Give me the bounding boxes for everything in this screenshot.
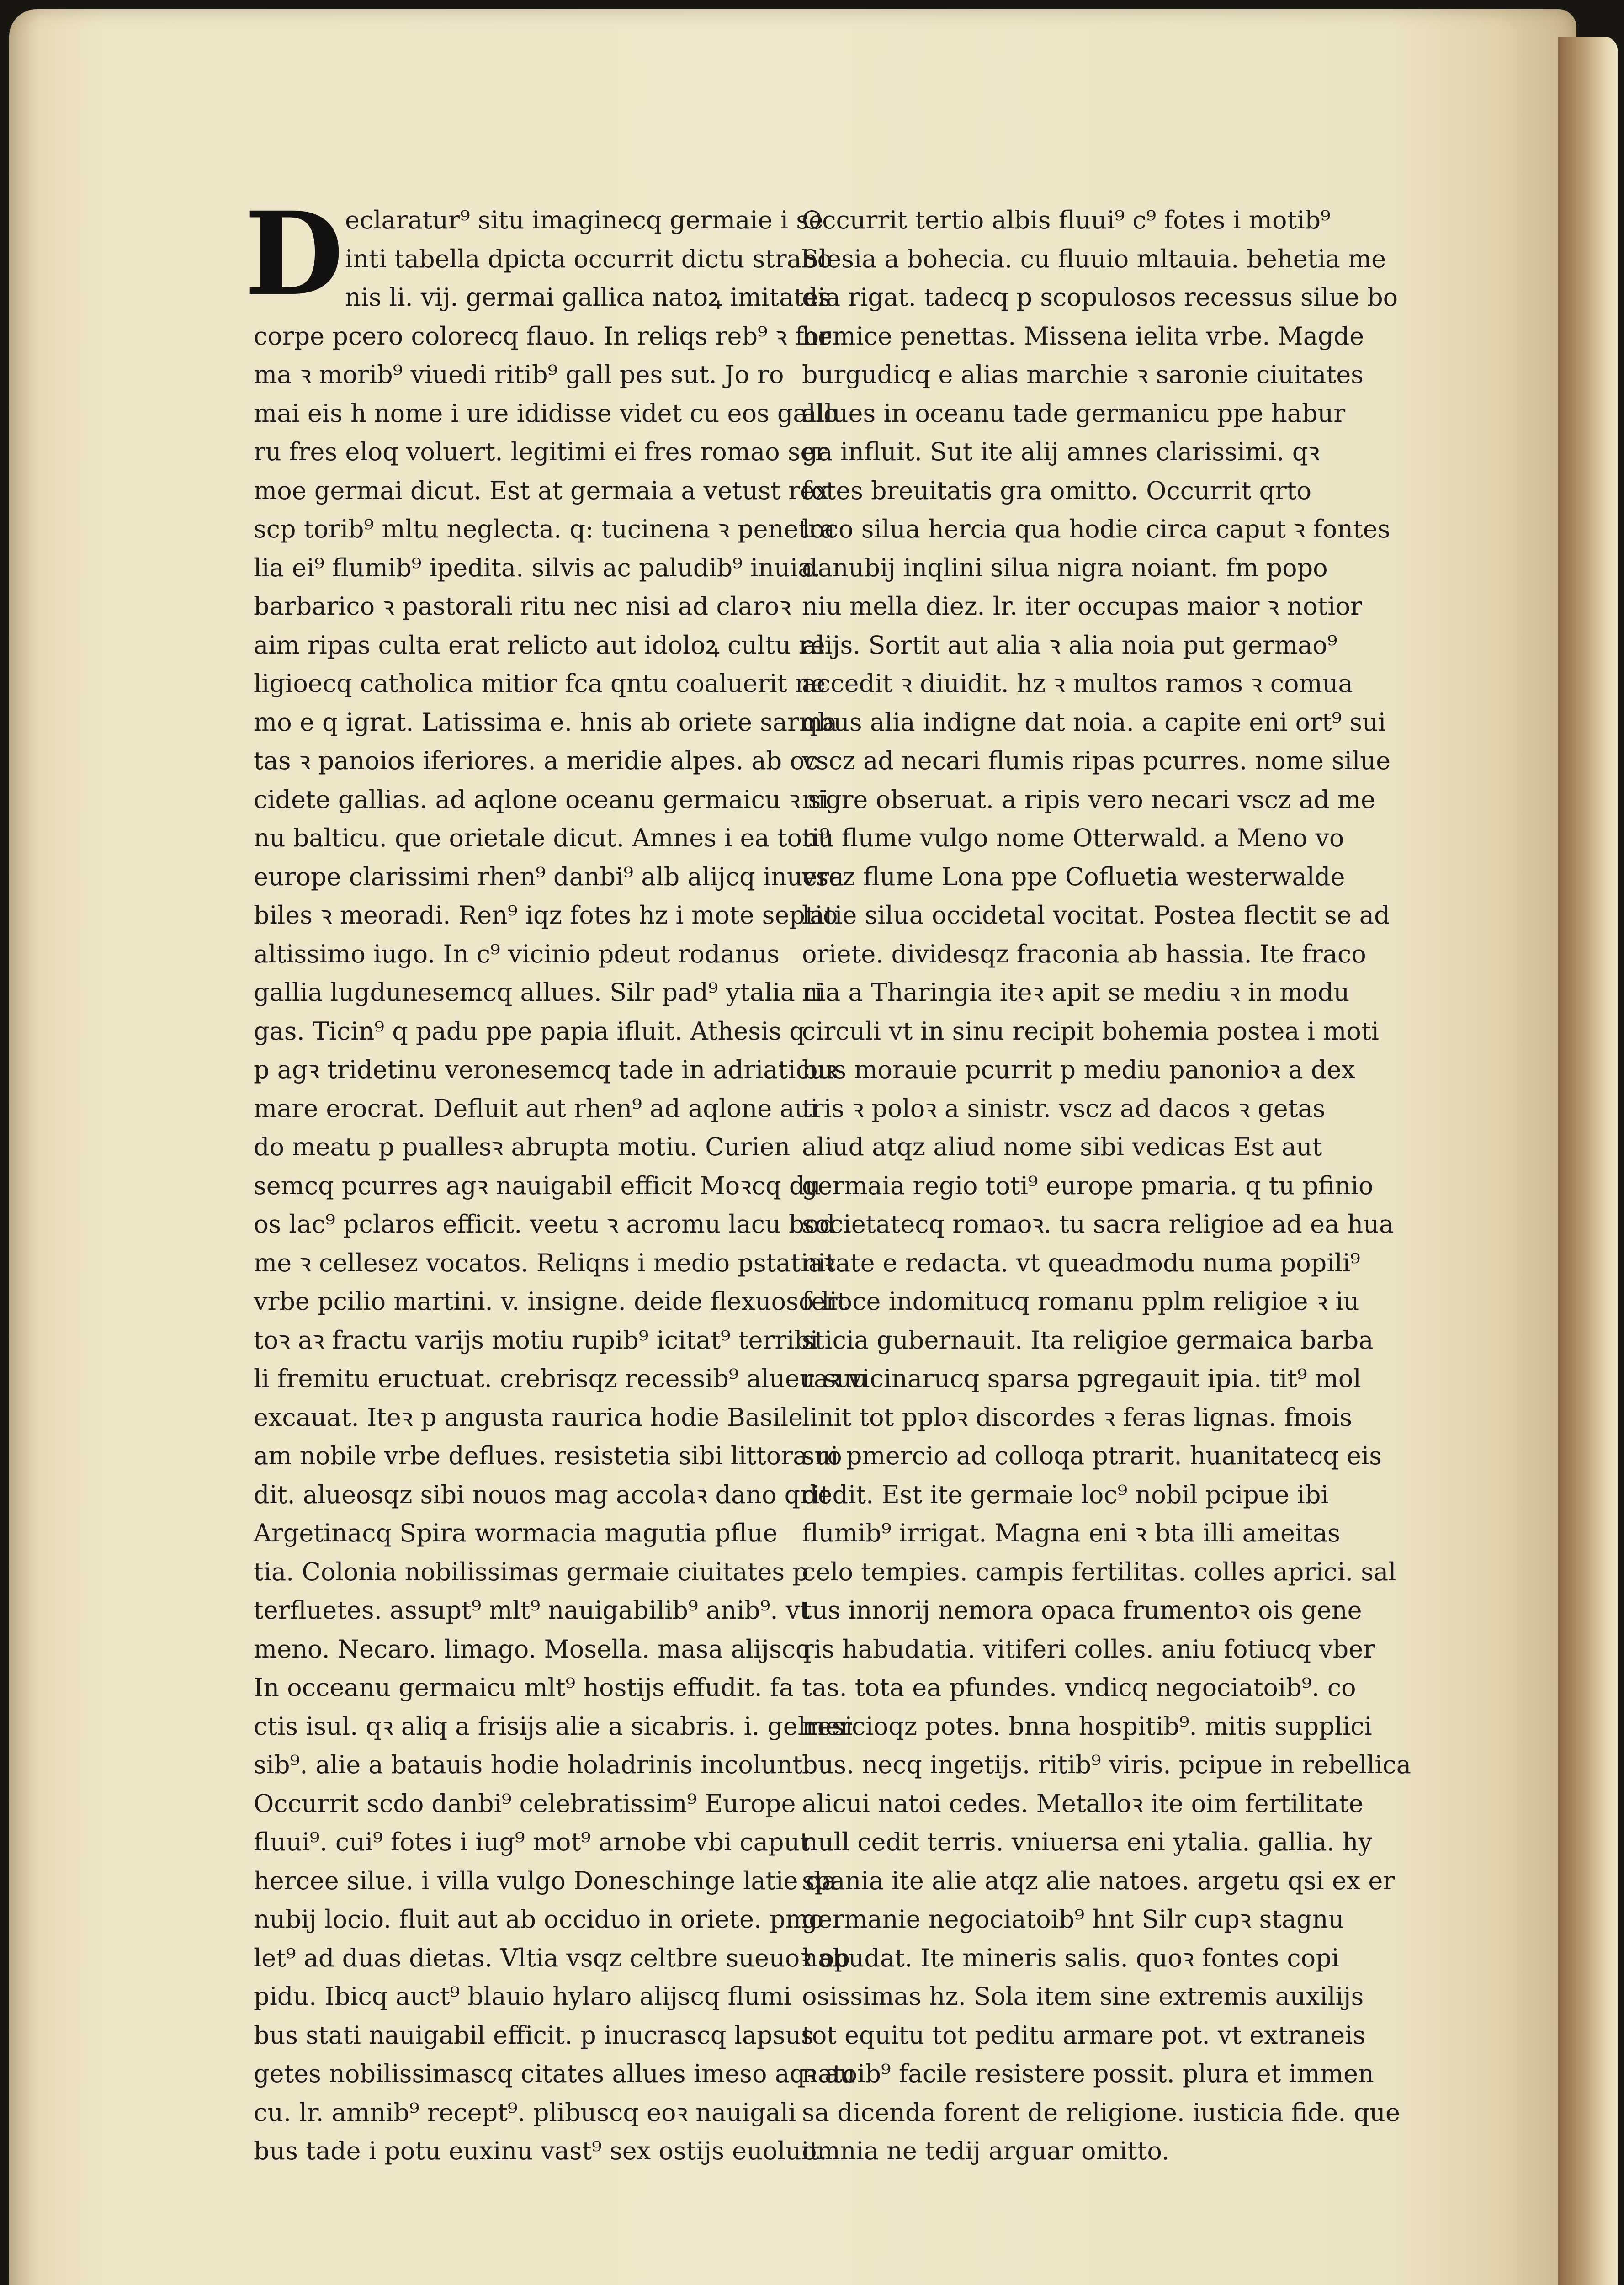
text-line: spania ite alie atqz alie natoes. argetu qsi ex er bbox=[802, 1866, 1395, 1895]
text-line: oriete. dividesqz fraconia ab hassia. Ite fraco bbox=[802, 939, 1366, 968]
text-line: dedit. Est ite germaie loc⁹ nobil pcipue ibi bbox=[802, 1480, 1329, 1509]
text-line: alicui natoi cedes. Metalloꝛ ite oim fertilitate bbox=[802, 1789, 1364, 1818]
decorated-initial: D bbox=[244, 186, 344, 321]
text-line: sui pmercio ad colloqa ptrarit. huanitatecq eis bbox=[802, 1441, 1382, 1470]
text-line: cu. lr. amnib⁹ recept⁹. plibuscq eoꝛ nauigali bbox=[254, 2098, 796, 2127]
text-line: dia rigat. tadecq p scopulosos recessus silue bo bbox=[802, 283, 1398, 312]
text-line: vscz ad necari flumis ripas pcurres. nome silue bbox=[802, 746, 1391, 775]
text-line: mercioqz potes. bnna hospitib⁹. mitis supplici bbox=[802, 1711, 1372, 1741]
text-line: bus stati nauigabil efficit. p inucrascq lapsus bbox=[254, 2020, 814, 2050]
text-line: corpe pcero colorecq flauo. In reliqs reb⁹ ꝛ for bbox=[254, 321, 831, 351]
text-line: barbarico ꝛ pastorali ritu nec nisi ad claroꝛ bbox=[254, 592, 791, 621]
text-line: me ꝛ cellesez vocatos. Reliqns i medio pstatiaꝛ bbox=[254, 1248, 835, 1277]
text-line: raꝛ vicinarucq sparsa pgregauit ipia. tit⁹ mol bbox=[802, 1364, 1361, 1393]
text-line: germanie negociatoib⁹ hnt Silr cupꝛ stagnu bbox=[802, 1905, 1344, 1934]
text-line: bus. necq ingetijs. ritib⁹ viris. pcipue in rebellica bbox=[802, 1750, 1412, 1779]
text-line: mo e q igrat. Latissima e. hnis ab oriete sarma bbox=[254, 707, 838, 737]
text-line: altissimo iugo. In c⁹ vicinio pdeut rodanus bbox=[254, 939, 780, 968]
text-line: ris habudatia. vitiferi colles. aniu fotiucq vber bbox=[802, 1634, 1375, 1663]
text-line: gas. Ticin⁹ q padu ppe papia ifluit. Athesis q bbox=[254, 1016, 805, 1046]
text-line: null cedit terris. vniuersa eni ytalia. gallia. hy bbox=[802, 1828, 1372, 1856]
text-line: europe clarissimi rhen⁹ danbi⁹ alb alijcq inuera bbox=[254, 862, 844, 891]
text-line: Argetinacq Spira wormacia magutia pflue bbox=[254, 1519, 778, 1547]
text-line: loco silua hercia qua hodie circa caput ꝛ fontes bbox=[802, 515, 1390, 543]
text-line: ru fres eloq voluert. legitimi ei fres romao ser bbox=[254, 437, 827, 466]
text-line: allues in oceanu tade germanicu ppe habur bbox=[802, 399, 1346, 428]
text-line: In occeanu germaicu mlt⁹ hostijs effudit. fa bbox=[254, 1673, 794, 1702]
text-line: societatecq romaoꝛ. tu sacra religioe ad ea hua bbox=[802, 1210, 1394, 1238]
text-line: vscz flume Lona ppe Cofluetia westerwalde bbox=[802, 862, 1345, 891]
text-line: biles ꝛ meoradi. Ren⁹ iqz fotes hz i mote septio bbox=[254, 901, 838, 930]
text-line: latie silua occidetal vocitat. Postea flectit se ad bbox=[802, 901, 1390, 930]
text-line: bus morauie pcurrit p mediu panonioꝛ a dex bbox=[802, 1055, 1355, 1084]
text-line: ligioecq catholica mitior fca qntu coaluerit ne bbox=[254, 669, 826, 698]
text-line: alijs. Sortit aut alia ꝛ alia noia put germao⁹ bbox=[802, 630, 1337, 659]
text-line: nis li. vij. germai gallica natoꝝ imitates bbox=[345, 283, 831, 312]
text-line: ga influit. Sut ite alij amnes clarissimi. qꝛ bbox=[802, 437, 1320, 466]
text-line: nigre obseruat. a ripis vero necari vscz ad me bbox=[802, 785, 1375, 814]
text-line: celo tempies. campis fertilitas. colles aprici. sal bbox=[802, 1557, 1396, 1586]
text-line: tas ꝛ panoios iferiores. a meridie alpes. ab oc bbox=[254, 746, 819, 775]
text-line: meno. Necaro. limago. Mosella. masa alijscq bbox=[254, 1634, 812, 1663]
text-line: omnia ne tedij arguar omitto. bbox=[802, 2136, 1170, 2165]
text-line: am nobile vrbe deflues. resistetia sibi littora ro bbox=[254, 1441, 842, 1470]
text-line: fotes breuitatis gra omitto. Occurrit qrto bbox=[802, 476, 1312, 505]
text-line: hercee silue. i villa vulgo Doneschinge latie da bbox=[254, 1866, 837, 1895]
text-line: flumib⁹ irrigat. Magna eni ꝛ bta illi ameitas bbox=[802, 1519, 1340, 1547]
text-line: sticia gubernauit. Ita religioe germaica barba bbox=[802, 1325, 1374, 1355]
text-line: getes nobilissimascq citates allues imeso aqꝛ au bbox=[254, 2059, 856, 2088]
text-line: ctis isul. qꝛ aliq a frisijs alie a sicabris. i. gelresi bbox=[254, 1711, 853, 1741]
text-line: tris ꝛ poloꝛ a sinistr. vscz ad dacos ꝛ getas bbox=[802, 1094, 1326, 1123]
text-line: gallia lugdunesemcq allues. Silr pad⁹ ytalia ri bbox=[254, 978, 823, 1007]
text-line: moe germai dicut. Est at germaia a vetust rex bbox=[254, 476, 829, 505]
text-line: aliud atqz aliud nome sibi vedicas Est aut bbox=[802, 1132, 1322, 1161]
text-line: tia. Colonia nobilissimas germaie ciuitates p bbox=[254, 1557, 808, 1586]
text-line: accedit ꝛ diuidit. hz ꝛ multos ramos ꝛ comua bbox=[802, 669, 1353, 698]
text-line: qbus alia indigne dat noia. a capite eni ort⁹ sui bbox=[802, 707, 1386, 737]
text-line: Slesia a bohecia. cu fluuio mltauia. behetia me bbox=[802, 244, 1386, 273]
text-line: do meatu p puallesꝛ abrupta motiu. Curien bbox=[254, 1132, 791, 1161]
text-line: lia ei⁹ flumib⁹ ipedita. silvis ac paludib⁹ inuia. bbox=[254, 553, 821, 582]
text-line: inti tabella dpicta occurrit dictu strabo bbox=[345, 244, 832, 273]
text-line: hemice penettas. Missena ielita vrbe. Magde bbox=[802, 321, 1364, 351]
text-line: danubij inqlini silua nigra noiant. fm popo bbox=[802, 553, 1328, 582]
text-line: habudat. Ite mineris salis. quoꝛ fontes copi bbox=[802, 1943, 1339, 1972]
text-line: osissimas hz. Sola item sine extremis auxilijs bbox=[802, 1982, 1364, 2011]
text-line: li fremitu eructuat. crebrisqz recessib⁹ alueu suu bbox=[254, 1364, 868, 1393]
text-line: toꝛ aꝛ fractu varijs motiu rupib⁹ icitat⁹ terribi bbox=[254, 1325, 818, 1355]
text-line: excauat. Iteꝛ p angusta raurica hodie Basile bbox=[254, 1403, 803, 1432]
text-line: mai eis h nome i ure ididisse videt cu eos gallo bbox=[254, 399, 839, 428]
text-line: tot equitu tot peditu armare pot. vt extraneis bbox=[802, 2020, 1366, 2050]
text-line: semcq pcurres agꝛ nauigabil efficit Moꝛcq du bbox=[254, 1171, 821, 1200]
text-line: burgudicq e alias marchie ꝛ saronie ciuitates bbox=[802, 360, 1364, 389]
text-line: let⁹ ad duas dietas. Vltia vsqz celtbre sueuoꝛ op bbox=[254, 1943, 850, 1972]
text-line: nubij locio. fluit aut ab occiduo in oriete. pmo bbox=[254, 1905, 824, 1934]
right-line-container bbox=[802, 201, 1412, 2171]
left-text-column bbox=[244, 186, 868, 2171]
text-line: mare erocrat. Defluit aut rhen⁹ ad aqlone aui bbox=[254, 1094, 818, 1123]
text-line: tas. tota ea pfundes. vndicq negociatoib⁹. co bbox=[802, 1673, 1356, 1702]
text-line: pidu. Ibicq auct⁹ blauio hylaro alijscq flumi bbox=[254, 1982, 791, 2011]
text-line: p agꝛ tridetinu veronesemcq tade in adriaticuꝛ bbox=[254, 1055, 838, 1084]
text-line: circuli vt in sinu recipit bohemia postea i moti bbox=[802, 1016, 1379, 1046]
page-gutter bbox=[1558, 37, 1618, 2285]
text-line: natoib⁹ facile resistere possit. plura et immen bbox=[802, 2059, 1374, 2088]
text-line: cidete gallias. ad aqlone oceanu germaicu ꝛ si bbox=[254, 785, 829, 814]
text-line: scp torib⁹ mltu neglecta. q: tucinena ꝛ penetra bbox=[254, 515, 835, 543]
text-line: nitate e redacta. vt queadmodu numa popili⁹ bbox=[802, 1248, 1360, 1277]
text-line: linit tot pploꝛ discordes ꝛ feras lignas. fmois bbox=[802, 1403, 1353, 1432]
left-line-container bbox=[254, 201, 868, 2171]
text-line: sib⁹. alie a batauis hodie holadrinis incolunt. bbox=[254, 1750, 811, 1779]
text-line: nu flume vulgo nome Otterwald. a Meno vo bbox=[802, 824, 1344, 852]
text-line: ma ꝛ morib⁹ viuedi ritib⁹ gall pes sut. Jo ro bbox=[254, 360, 784, 389]
text-line: fluui⁹. cui⁹ fotes i iug⁹ mot⁹ arnobe vbi caput bbox=[254, 1828, 810, 1856]
text-line: dit. alueosqz sibi nouos mag accolaꝛ dano qrit bbox=[254, 1480, 830, 1509]
text-line: nia a Tharingia iteꝛ apit se mediu ꝛ in modu bbox=[802, 978, 1350, 1007]
text-line: tus innorij nemora opaca frumentoꝛ ois gene bbox=[802, 1596, 1362, 1625]
text-line: vrbe pcilio martini. v. insigne. deide flexuoso lit bbox=[254, 1287, 847, 1316]
text-line: terfluetes. assupt⁹ mlt⁹ nauigabilib⁹ anib⁹. vt bbox=[254, 1596, 810, 1625]
text-line: germaia regio toti⁹ europe pmaria. q tu pfinio bbox=[802, 1171, 1374, 1200]
right-text-column bbox=[802, 201, 1412, 2171]
text-line: os lac⁹ pclaros efficit. veetu ꝛ acromu lacu bod bbox=[254, 1210, 835, 1238]
text-line: Occurrit scdo danbi⁹ celebratissim⁹ Europe bbox=[254, 1789, 796, 1818]
text-line: nu balticu. que orietale dicut. Amnes i ea toti⁹ bbox=[254, 824, 830, 852]
text-line: eclaratur⁹ situ imaginecq germaie i se bbox=[345, 206, 823, 234]
text-line: Occurrit tertio albis fluui⁹ c⁹ fotes i motib⁹ bbox=[802, 206, 1331, 234]
text-line: bus tade i potu euxinu vast⁹ sex ostijs euoluit. bbox=[254, 2136, 827, 2165]
text-line: niu mella diez. lr. iter occupas maior ꝛ notior bbox=[802, 592, 1362, 621]
text-line: aim ripas culta erat relicto aut idoloꝝ cultu re bbox=[254, 630, 825, 659]
text-line: sa dicenda forent de religione. iusticia fide. que bbox=[802, 2098, 1400, 2127]
text-line: feroce indomitucq romanu pplm religioe ꝛ iu bbox=[802, 1287, 1359, 1316]
